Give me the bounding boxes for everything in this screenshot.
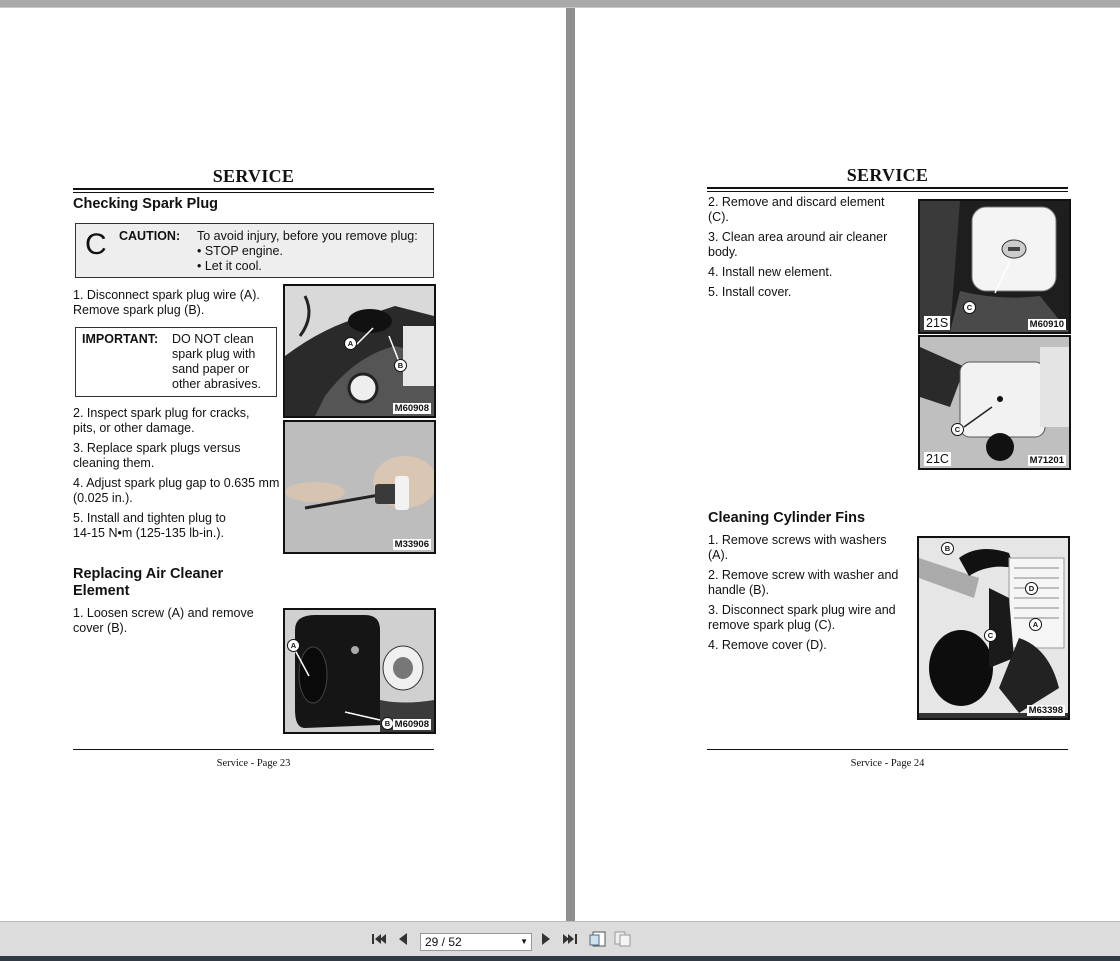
figure-spark-plug-wire	[283, 284, 436, 418]
callout-a: A	[1029, 618, 1042, 631]
single-page-view-icon[interactable]	[589, 930, 607, 948]
important-label: IMPORTANT:	[82, 332, 159, 346]
figure-code: M60910	[1029, 319, 1064, 330]
air-cleaner-cover-photo	[285, 610, 434, 732]
footer-rule	[73, 749, 434, 750]
figure-spark-plug-gap	[283, 420, 436, 554]
caution-text: To avoid injury, before you remove plug: • STOP engine. • Let it cool.	[197, 229, 418, 273]
callout-c: C	[951, 423, 964, 436]
figure-code: M60908	[394, 403, 429, 414]
caution-label: CAUTION:	[119, 229, 181, 243]
figure-air-filter-21s	[918, 199, 1071, 334]
section-title-checking-spark-plug: Checking Spark Plug	[73, 196, 219, 212]
step-4-text: 4. Adjust spark plug gap to 0.635 mm (0.025 in.).	[73, 476, 280, 505]
callout-d: D	[1025, 582, 1038, 595]
important-box	[75, 327, 277, 397]
figure-air-filter-21c	[918, 335, 1071, 470]
figure-air-cleaner-cover	[283, 608, 436, 734]
cylinder-fins-photo	[919, 538, 1068, 718]
air-step-4-text: 4. Install new element.	[708, 265, 833, 279]
first-page-icon[interactable]	[370, 930, 388, 948]
figure-tag: 21C	[926, 452, 949, 466]
page-gutter	[566, 8, 575, 921]
step-2-text: 2. Inspect spark plug for cracks, pits, or other damage.	[73, 406, 250, 435]
window-bottom-strip	[0, 956, 1120, 961]
previous-page-icon[interactable]	[394, 930, 412, 948]
callout-c: C	[963, 301, 976, 314]
last-page-icon[interactable]	[561, 930, 579, 948]
callout-a: A	[344, 337, 357, 350]
caution-symbol: C	[85, 228, 107, 261]
fins-step-4-text: 4. Remove cover (D).	[708, 638, 827, 652]
spark-plug-gap-photo	[285, 422, 434, 552]
air-step-3-text: 3. Clean area around air cleaner body.	[708, 230, 888, 259]
air-step-2-text: 2. Remove and discard element (C).	[708, 195, 885, 224]
figure-code: M60908	[394, 719, 429, 730]
page-heading: SERVICE	[846, 165, 929, 185]
air-filter-21c-photo	[920, 337, 1069, 468]
callout-c: C	[984, 629, 997, 642]
figure-code: M33906	[394, 539, 429, 550]
window-top-strip	[0, 0, 1120, 7]
air-filter-21s-photo	[920, 201, 1069, 332]
page-number-field[interactable]	[420, 933, 532, 951]
figure-code: M71201	[1029, 455, 1064, 466]
next-page-icon[interactable]	[537, 930, 555, 948]
page-footer: Service - Page 23	[216, 758, 291, 769]
callout-b: B	[941, 542, 954, 555]
document-page-left	[0, 8, 566, 921]
section-title-cylinder-fins: Cleaning Cylinder Fins	[708, 510, 866, 526]
caution-box	[75, 223, 434, 278]
fins-step-2-text: 2. Remove screw with washer and handle (B).	[708, 568, 899, 597]
callout-b: B	[381, 717, 394, 730]
page-footer: Service - Page 24	[850, 758, 925, 769]
figure-code: M63398	[1028, 705, 1063, 716]
document-page-right	[575, 8, 1120, 921]
footer-rule	[707, 749, 1068, 750]
section-title-air-cleaner: Replacing Air Cleaner Element	[73, 566, 224, 599]
air-step-1-text: 1. Loosen screw (A) and remove cover (B).	[73, 606, 254, 635]
callout-a: A	[287, 639, 300, 652]
page-indicator: 29 / 52	[425, 935, 462, 949]
figure-tag: 21S	[926, 316, 949, 330]
fins-step-1-text: 1. Remove screws with washers (A).	[708, 533, 887, 562]
callout-b: B	[394, 359, 407, 372]
heading-rule	[707, 187, 1068, 192]
spark-plug-wire-photo	[285, 286, 434, 416]
step-3-text: 3. Replace spark plugs versus cleaning them.	[73, 441, 241, 470]
chevron-down-icon[interactable]: ▼	[520, 937, 528, 946]
heading-rule	[73, 188, 434, 193]
navigation-toolbar	[0, 921, 1120, 957]
important-text: DO NOT clean spark plug with sand paper or other abrasives.	[172, 332, 261, 391]
two-page-view-icon[interactable]	[614, 930, 632, 948]
figure-cylinder-fins	[917, 536, 1070, 720]
air-step-5-text: 5. Install cover.	[708, 285, 792, 299]
step-1-text: 1. Disconnect spark plug wire (A). Remove spark plug (B).	[73, 288, 260, 317]
page-heading: SERVICE	[212, 166, 295, 186]
fins-step-3-text: 3. Disconnect spark plug wire and remove spark plug (C).	[708, 603, 896, 632]
step-5-text: 5. Install and tighten plug to 14-15 N•m (125-135 lb-in.).	[73, 511, 226, 540]
